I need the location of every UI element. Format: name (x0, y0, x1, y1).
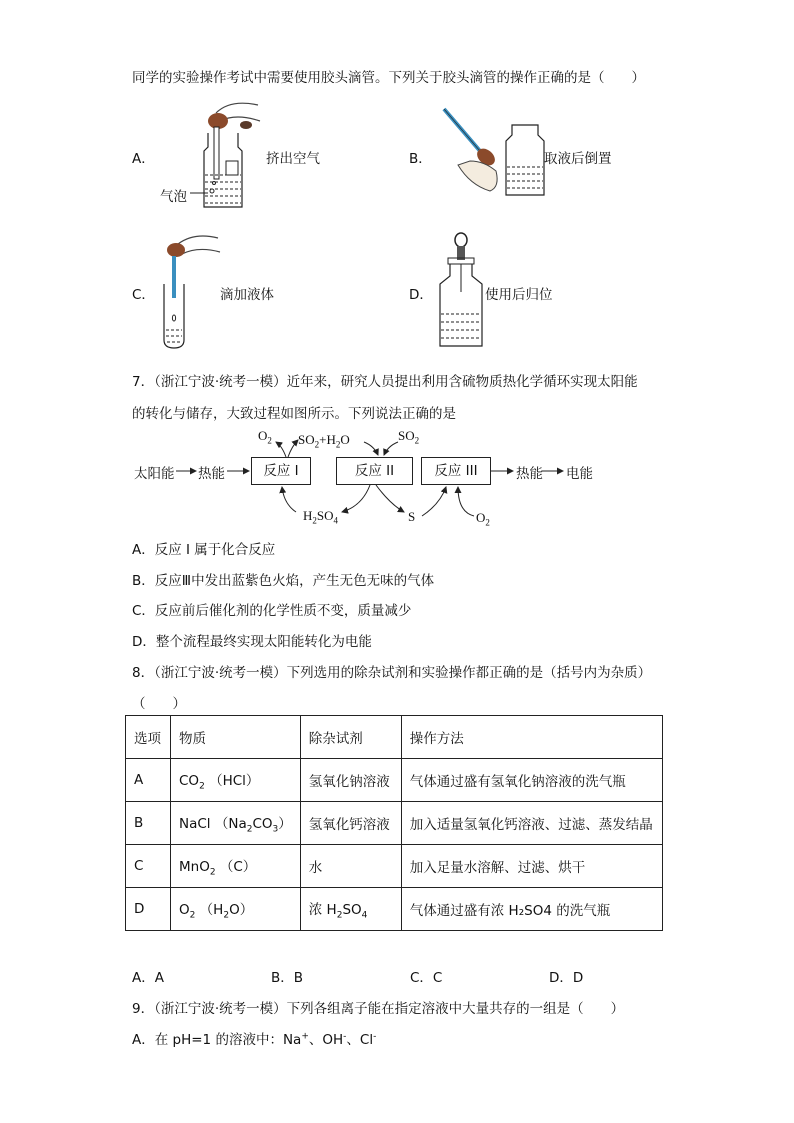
row-method: 加入适量氢氧化钙溶液、过滤、蒸发结晶 (401, 802, 662, 845)
diagram-sulfur: S (408, 509, 416, 524)
q6-option-b-caption: 取液后倒置 (544, 151, 612, 167)
q8-answer-d[interactable]: D．D (549, 970, 584, 986)
row-method: 气体通过盛有浓 H₂SO4 的洗气瓶 (401, 888, 662, 931)
diagram-o2-bottom: $O_2$ (476, 510, 490, 528)
row-option: C (126, 845, 171, 888)
q7-option-c[interactable]: C．反应前后催化剂的化学性质不变，质量减少 (132, 603, 412, 619)
q7-option-a[interactable]: A．反应 I 属于化合反应 (132, 542, 276, 558)
diagram-reaction-3: 反应 III (421, 457, 491, 485)
row-method: 加入足量水溶解、过滤、烘干 (401, 845, 662, 888)
q7-option-d[interactable]: D．整个流程最终实现太阳能转化为电能 (132, 634, 372, 650)
diagram-heat-out: 热能 (516, 466, 543, 482)
row-option: A (126, 759, 171, 802)
q8-answer-b[interactable]: B．B (271, 970, 304, 986)
header-method: 操作方法 (401, 716, 662, 759)
diagram-electric-energy: 电能 (566, 466, 593, 482)
q8-table (125, 715, 663, 931)
q8-answer-c[interactable]: C．C (410, 970, 443, 986)
q7-option-b[interactable]: B．反应Ⅲ中发出蓝紫色火焰，产生无色无味的气体 (132, 573, 435, 589)
q8-stem-line1: 8．（浙江宁波·统考一模）下列选用的除杂试剂和实验操作都正确的是（括号内为杂质） (132, 665, 652, 681)
q7-stem-line1: 7．（浙江宁波·统考一模）近年来，研究人员提出利用含硫物质热化学循环实现太阳能 (132, 374, 638, 390)
table-row (126, 759, 663, 802)
diagram-o2-top: $O_2$ (258, 428, 272, 446)
q6-option-a-bubble-label: 气泡 (160, 189, 187, 205)
table-row (126, 802, 663, 845)
q6-option-c-letter[interactable]: C． (132, 287, 155, 303)
row-reagent: 浓 $H_2SO_4$ (300, 888, 401, 931)
diagram-solar-energy: 太阳能 (134, 466, 175, 482)
q6-option-b-letter[interactable]: B． (409, 151, 432, 167)
row-option: D (126, 888, 171, 931)
diagram-so2-right: $SO_2$ (398, 428, 420, 446)
q7-stem-line2: 的转化与储存，大致过程如图所示。下列说法正确的是 (132, 406, 456, 422)
q6-option-d-caption: 使用后归位 (485, 287, 553, 303)
diagram-reaction-1: 反应 I (251, 457, 311, 485)
row-reagent: 水 (300, 845, 401, 888)
diagram-reaction-2: 反应 II (336, 457, 413, 485)
diagram-h2so4: $H_2SO_4$ (303, 508, 339, 526)
row-substance: MnO$_2$ （C） (171, 845, 301, 888)
diagram-so2-h2o: $SO_2+H_2O$ (298, 432, 350, 450)
row-method: 气体通过盛有氢氧化钠溶液的洗气瓶 (401, 759, 662, 802)
q9-stem: 9．（浙江宁波·统考一模）下列各组离子能在指定溶液中大量共存的一组是（ ） (132, 1001, 625, 1017)
q6-option-a-caption: 挤出空气 (266, 151, 320, 167)
row-reagent: 氢氧化钙溶液 (300, 802, 401, 845)
header-option: 选项 (126, 716, 171, 759)
row-substance: $CO_2$ （HCl） (171, 759, 301, 802)
row-option: B (126, 802, 171, 845)
q8-stem-line2: （ ） (132, 696, 186, 712)
q6-option-d-letter[interactable]: D． (409, 287, 433, 303)
header-reagent: 除杂试剂 (300, 716, 401, 759)
q6-stem: 同学的实验操作考试中需要使用胶头滴管。下列关于胶头滴管的操作正确的是（ ） (132, 70, 645, 86)
table-row (126, 888, 663, 931)
diagram-heat-in: 热能 (198, 466, 225, 482)
row-substance: NaCl $(Na_2CO_3)$ (171, 802, 301, 845)
table-row (126, 845, 663, 888)
q6-option-a-letter[interactable]: A． (132, 151, 155, 167)
q6-option-c-caption: 滴加液体 (220, 287, 274, 303)
header-substance: 物质 (171, 716, 301, 759)
row-reagent: 氢氧化钠溶液 (300, 759, 401, 802)
q9-option-a[interactable]: A．在 pH=1 的溶液中：Na+、OH-、Cl- (132, 1031, 377, 1048)
row-substance: $O_2$ $(H_2O)$ (171, 888, 301, 931)
table-header-row (126, 716, 663, 759)
q8-answer-a[interactable]: A．A (132, 970, 164, 986)
